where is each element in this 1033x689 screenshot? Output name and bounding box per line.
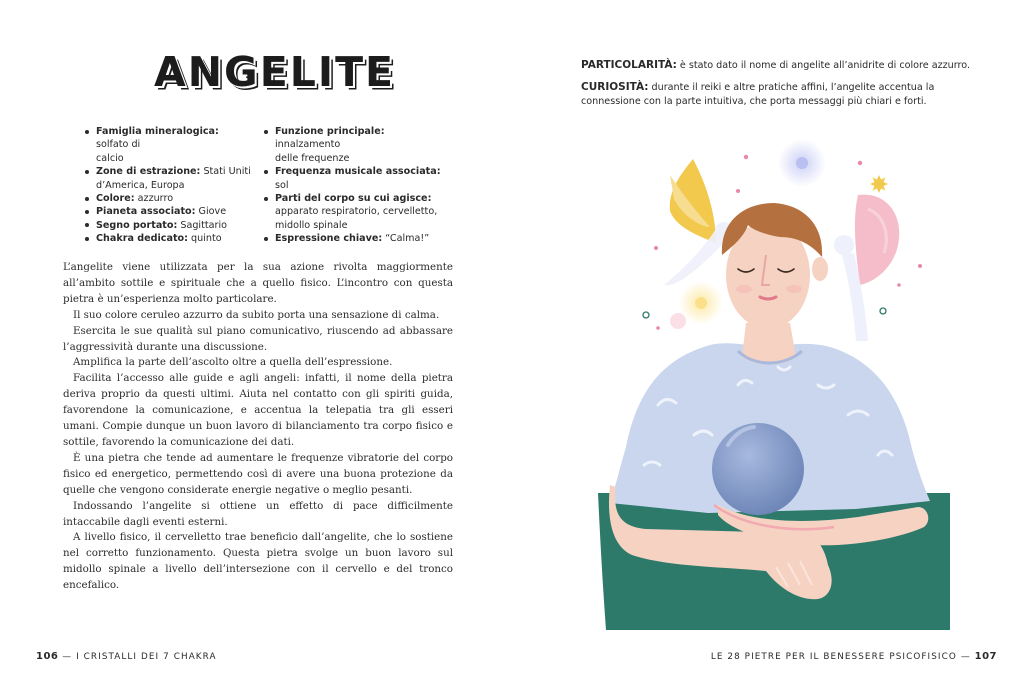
star-icon bbox=[870, 175, 888, 193]
angel-person-illustration bbox=[598, 135, 950, 630]
paragraph: Il suo colore ceruleo azzurro da subito porta una sensazione di calma. bbox=[73, 308, 440, 321]
angel-body-left bbox=[664, 229, 724, 285]
paragraph: A livello fisico, il cervelletto trae beneficio dall’angelite, che lo sostiene nel corretto funzionamento. Questa pietra svolge un buon lavoro sul midollo spinale a livello dell’intersezione con il cervello e del tronco encefalico. bbox=[63, 531, 453, 592]
page-number: 106 bbox=[36, 651, 59, 662]
running-title: I CRISTALLI DEI 7 CHAKRA bbox=[76, 652, 217, 662]
sparkle bbox=[736, 189, 740, 193]
sparkle bbox=[858, 161, 862, 165]
pink-glow bbox=[670, 313, 686, 329]
footer-separator: — bbox=[62, 652, 73, 662]
paragraph: Facilita l’accesso alle guide e agli angeli: infatti, il nome della pietra deriva proprio da questi ultimi. Aiuta nel contatto con gli spiriti guida, favorendone la comunicazione, e accentua la telepatia tra gli esseri umani. Compie dunque un buon lavoro di bilanciamento tra corpo fisico e sottile, favorendo la comunicazione dei dati. bbox=[63, 372, 453, 448]
paragraph: Esercita le sue qualità sul piano comunicativo, riuscendo ad abbassare l’aggressività durante una discussione. bbox=[63, 324, 453, 353]
facts-list-left bbox=[85, 125, 253, 246]
fact-item: Chakra dedicato: quinto bbox=[85, 232, 253, 245]
sparkle bbox=[897, 283, 901, 287]
footer-left bbox=[36, 651, 217, 662]
cheek bbox=[786, 285, 802, 293]
angel-wing-right bbox=[855, 195, 899, 285]
running-title: LE 28 PIETRE PER IL BENESSERE PSICOFISICO bbox=[710, 652, 957, 662]
sparkle-ring bbox=[643, 312, 649, 318]
footer-separator: — bbox=[960, 652, 971, 662]
page-title: ANGELITE bbox=[154, 48, 396, 96]
fact-item: Funzione principale: innalzamento delle frequenze bbox=[264, 125, 446, 165]
sparkle bbox=[744, 155, 748, 159]
ear bbox=[812, 257, 828, 281]
paragraph: L’angelite viene utilizzata per la sua azione rivolta maggiormente all’ambito sottile e spirituale che a quello fisico. L’incontro con questa pietra è un’esperienza molto particolare. bbox=[63, 261, 453, 305]
sparkle bbox=[656, 326, 660, 330]
curiosita-note: CURIOSITÀ: durante il reiki e altre pratiche affini, l’angelite accentua la connessione con la parte intuitiva, che porta messaggi più chiari e forti. bbox=[581, 81, 935, 107]
blue-glow-core bbox=[796, 157, 808, 169]
paragraph: È una pietra che tende ad aumentare le frequenze vibratorie del corpo fisico ed energetico, permettendo così di avere una buona protezione da quelle che vengono considerate energie negative o meglio pesanti. bbox=[63, 451, 453, 496]
fact-item: Colore: azzurro bbox=[85, 192, 253, 205]
yellow-glow-core bbox=[695, 297, 707, 309]
paragraph: Amplifica la parte dell’ascolto oltre a quella dell’espressione. bbox=[73, 356, 393, 369]
angel-head-right bbox=[834, 235, 854, 255]
fact-item: Frequenza musicale associata: sol bbox=[264, 165, 446, 192]
paragraph: Indossando l’angelite si ottiene un effetto di pace difficilmente intaccabile dagli eventi esterni. bbox=[63, 499, 453, 528]
body-text bbox=[63, 260, 453, 594]
sparkle bbox=[918, 264, 922, 268]
cheek bbox=[736, 285, 752, 293]
footer-right bbox=[711, 651, 997, 662]
fact-item: Parti del corpo su cui agisce: apparato respiratorio, cervelletto, midollo spinale bbox=[264, 192, 446, 232]
illustration bbox=[598, 135, 950, 630]
particolarita-note: PARTICOLARITÀ: è stato dato il nome di angelite all’anidrite di colore azzurro. bbox=[581, 59, 971, 71]
page-number: 107 bbox=[974, 651, 997, 662]
facts-list-right bbox=[264, 125, 446, 246]
sparkle bbox=[654, 246, 658, 250]
fact-item: Segno portato: Sagittario bbox=[85, 219, 253, 232]
fact-item: Zone di estrazione: Stati Uniti d’America, Europa bbox=[85, 165, 253, 192]
fact-item: Espressione chiave: “Calma!” bbox=[264, 232, 446, 245]
fact-item: Famiglia mineralogica: solfato di calcio bbox=[85, 125, 253, 165]
sparkle-ring bbox=[880, 308, 886, 314]
fact-item: Pianeta associato: Giove bbox=[85, 205, 253, 218]
angelite-crystal-sphere bbox=[712, 423, 804, 515]
